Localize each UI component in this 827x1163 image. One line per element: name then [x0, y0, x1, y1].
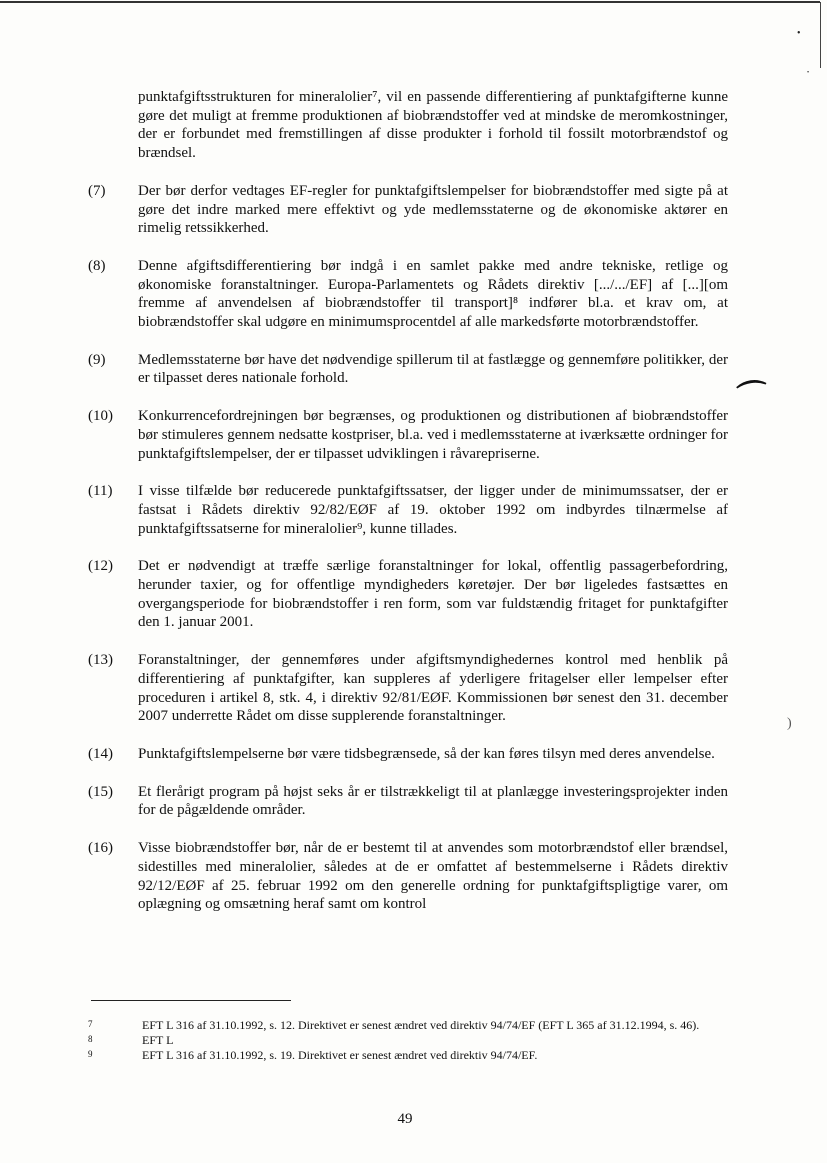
recital-number: (12): [88, 558, 113, 575]
recital-16: [88, 839, 728, 914]
recital-text: Konkurrencefordrejningen bør begrænses, og produktionen og distributionen af biobrændstoffer bør stimuleres gennem nedsatte kostpriser, bl.a. ved i medlemsstaterne at iværksætte ordninger for punktafgiftslempelser, der er tilpasset udviklingen i råvarepriserne.: [138, 408, 728, 462]
recital-12: [88, 557, 728, 632]
recital-text: Et flerårigt program på højst seks år er tilstrækkeligt til at planlægge investeringsprojekter inden for de pågældende områder.: [138, 783, 728, 819]
recital-number: (10): [88, 408, 113, 425]
scan-top-border: [0, 1, 820, 3]
footnotes: [88, 1018, 733, 1063]
intro-paragraph: punktafgiftsstrukturen for mineralolier⁷, vil en passende differentiering af punktafgifterne kunne gøre det muligt at fremme produktionen af biobrændstoffer ved at mindske de meromkostninger, der er forbundet med fremstillingen af disse produkter i forhold til fossilt motorbrændstof og brændsel.: [138, 89, 728, 162]
recital-text: Det er nødvendigt at træffe særlige foranstaltninger for lokal, offentlig passagerbefordring, herunder taxier, og for offentlige myndigheders køretøjer. Der bør ligeledes fastsættes en overgangsperiode for biobrændstoffer i ren form, som var fuldstændig fritaget for punktafgifter den 1. januar 2001.: [138, 558, 728, 631]
footnote-separator: [91, 1000, 291, 1001]
recital-7: [88, 182, 728, 238]
recital-number: (9): [88, 351, 106, 368]
recital-number: (11): [88, 483, 113, 500]
recital-number: (13): [88, 652, 113, 669]
footnote-text: EFT L 316 af 31.10.1992, s. 12. Direktivet er senest ændret ved direktiv 94/74/EF (EFT L 365 af 31.12.1994, s. 46).: [142, 1018, 700, 1032]
recital-text: Medlemsstaterne bør have det nødvendige spillerum til at fastlægge og gennemføre politikker, der er tilpasset deres nationale forhold.: [138, 351, 728, 387]
margin-mark: ): [787, 716, 792, 731]
recital-text: Denne afgiftsdifferentiering bør indgå i en samlet pakke med andre tekniske, retlige og økonomiske foranstaltninger. Europa-Parlamentets og Rådets direktiv [.../.../EF] af [...][om fremme af anvendelsen af biobrændstoffer til transport]⁸ indfører bl.a. et krav om, at biobrændstoffer skal udgøre en minimumsprocentdel af alle markedsførte motorbrændstoffer.: [138, 257, 728, 331]
recital-number: (8): [88, 257, 106, 274]
recital-text: Foranstaltninger, der gennemføres under afgiftsmyndighedernes kontrol med henblik på differentiering af punktafgifter, kan suppleres af yderligere fritagelser eller lempelser efter proceduren i artikel 8, stk. 4, i direktiv 92/81/EØF. Kommissionen bør senest den 31. december 2007 underrette Rådet om disse supplerende foranstaltninger.: [138, 652, 728, 725]
footnote-text: EFT L 316 af 31.10.1992, s. 19. Direktivet er senest ændret ved direktiv 94/74/EF.: [142, 1048, 538, 1062]
recital-number: (7): [88, 182, 106, 199]
footnote-number: 7: [88, 1019, 93, 1029]
recital-text: I visse tilfælde bør reducerede punktafgiftssatser, der ligger under de minimumssatser, der er fastsat i Rådets direktiv 92/82/EØF af 19. oktober 1992 om indbyrdes tilnærmelse af punktafgiftssatserne for mineralolier⁹, kunne tillades.: [138, 483, 728, 537]
recital-text: Punktafgiftslempelserne bør være tidsbegrænsede, så der kan føres tilsyn med deres anvendelse.: [138, 745, 715, 762]
recital-number: (14): [88, 745, 113, 762]
document-body: [88, 88, 728, 914]
hole-punch-mark: ⌒: [735, 378, 771, 415]
recital-text: Visse biobrændstoffer bør, når de er bestemt til at anvendes som motorbrændstof eller brændsel, sidestilles med mineralolier, således at de er omfattet af bestemmelserne i Rådets direktiv 92/12/EØF af 25. februar 1992 om den generelle ordning for punktafgiftspligtige varer, om oplægning og omsætning heraf samt om kontrol: [138, 840, 728, 913]
footnote-8: [88, 1033, 733, 1048]
recital-13: [88, 651, 728, 726]
recital-number: (16): [88, 840, 113, 857]
recital-10: [88, 407, 728, 463]
recital-14: [88, 745, 728, 764]
scan-speck: •: [807, 70, 810, 76]
footnote-number: 8: [88, 1034, 93, 1044]
footnote-9: [88, 1048, 733, 1063]
recital-11: [88, 482, 728, 538]
recital-8: [88, 257, 728, 332]
footnote-text: EFT L: [142, 1033, 174, 1047]
scan-speck: •: [797, 28, 801, 39]
footnote-number: 9: [88, 1049, 93, 1059]
page-number: 49: [397, 1111, 413, 1127]
recital-9: [88, 351, 728, 388]
recital-15: [88, 783, 728, 820]
footnote-7: [88, 1018, 733, 1033]
scan-right-border: [820, 2, 821, 68]
recital-number: (15): [88, 783, 113, 800]
recital-text: Der bør derfor vedtages EF-regler for punktafgiftslempelser for biobrændstoffer med sigte på at gøre det indre marked mere effektivt og yde medlemsstaterne og de økonomiske aktører en rimelig retssikkerhed.: [138, 182, 728, 237]
